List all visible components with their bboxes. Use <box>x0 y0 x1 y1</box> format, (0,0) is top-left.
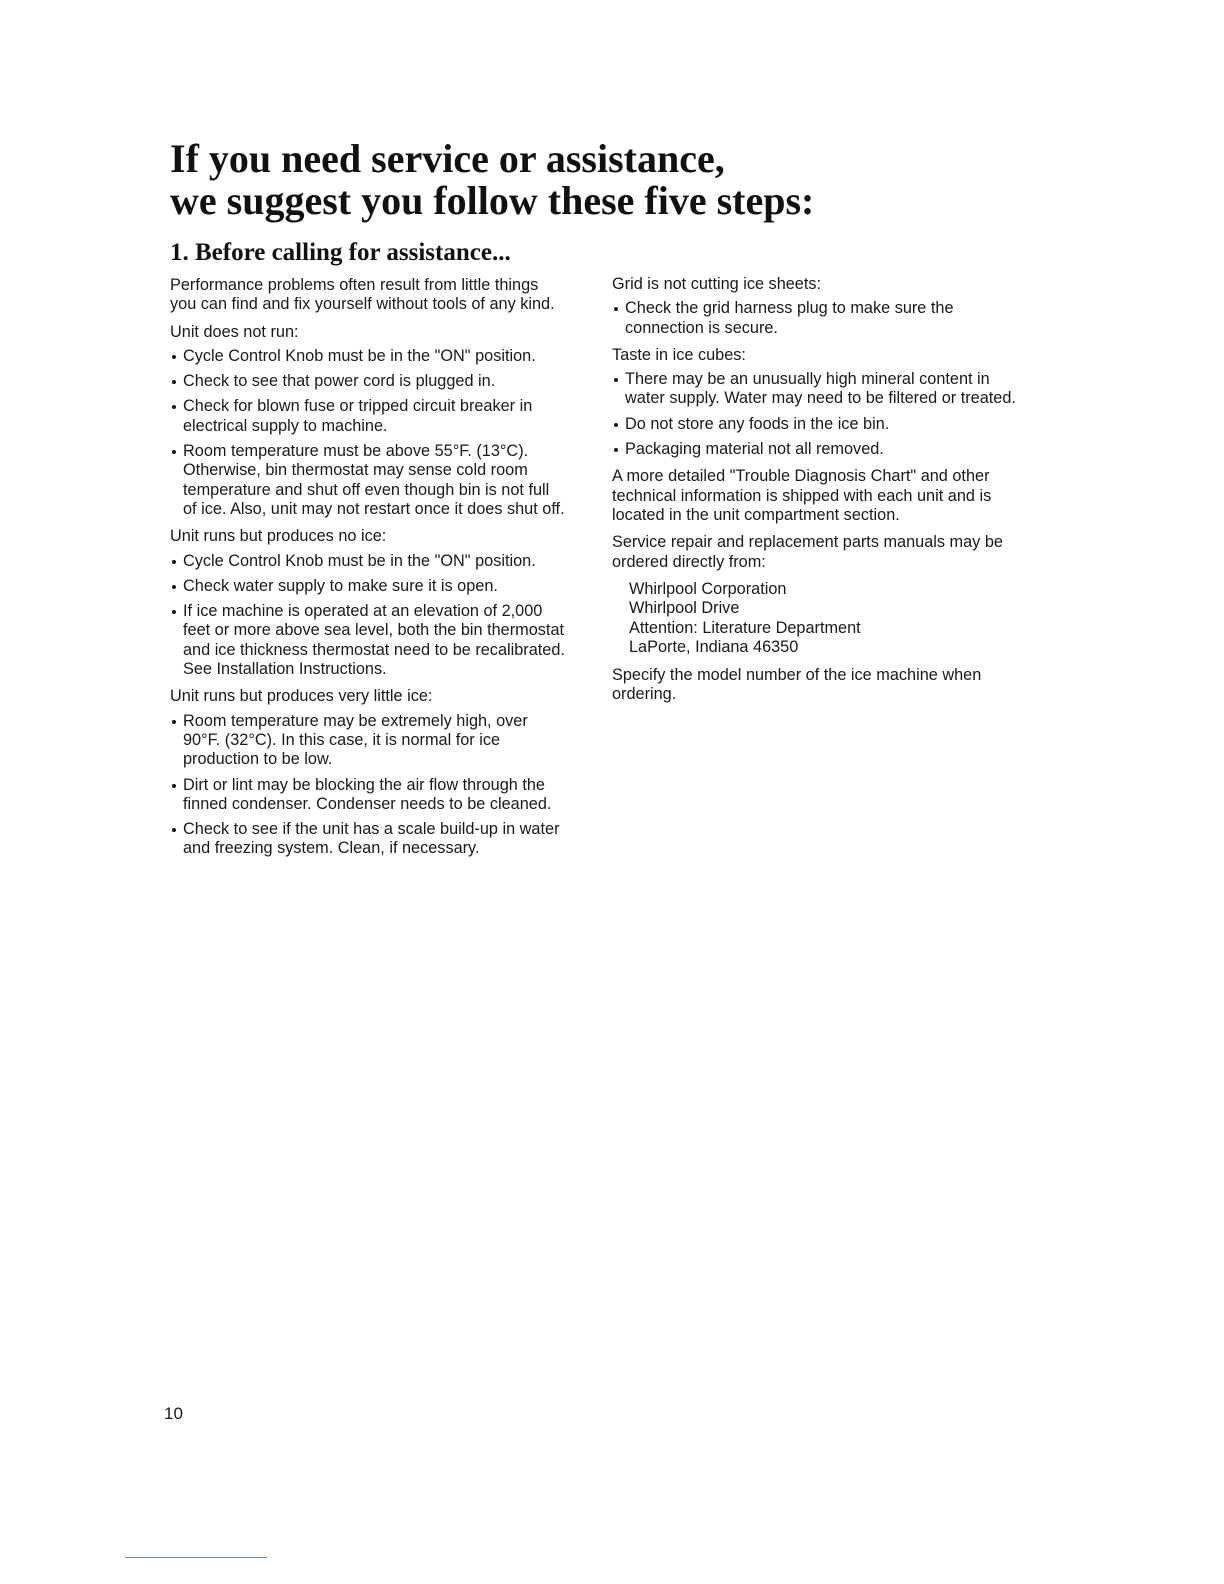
left-column <box>170 276 565 867</box>
checklist <box>170 552 565 680</box>
checklist-item: There may be an unusually high mineral content in water supply. Water may need to be filtered or treated. <box>612 370 1027 409</box>
address-line: Whirlpool Corporation <box>629 579 787 598</box>
section-heading: 1. Before calling for assistance... <box>170 239 511 266</box>
symptom-heading: Unit runs but produces very little ice: <box>170 687 433 706</box>
checklist-item: Check the grid harness plug to make sure the connection is secure. <box>612 299 1027 338</box>
symptom-heading: Grid is not cutting ice sheets: <box>612 275 822 293</box>
title-line-2: we suggest you follow these five steps: <box>170 178 815 223</box>
checklist-item: Check to see that power cord is plugged in. <box>170 372 565 391</box>
checklist-item: Do not store any foods in the ice bin. <box>612 415 1027 434</box>
address-line: LaPorte, Indiana 46350 <box>629 638 799 657</box>
diagnosis-chart-note: A more detailed "Trouble Diagnosis Chart" and other technical information is shipped with each unit and is located in the unit compartment section. <box>612 467 992 524</box>
checklist-item: Cycle Control Knob must be in the "ON" position. <box>170 347 565 366</box>
checklist-item: Room temperature may be extremely high, over 90°F. (32°C). In this case, it is normal for ice production to be low. <box>170 712 565 770</box>
checklist-item: Room temperature must be above 55°F. (13°C). Otherwise, bin thermostat may sense cold room temperature and shut off even though bin is not full of ice. Also, unit may not restart once it does shut off. <box>170 442 565 519</box>
checklist <box>612 370 1027 459</box>
checklist-item: Check for blown fuse or tripped circuit breaker in electrical supply to machine. <box>170 397 565 436</box>
checklist <box>170 712 565 859</box>
symptom-heading: Taste in ice cubes: <box>612 345 746 364</box>
checklist-item: Packaging material not all removed. <box>612 440 1027 459</box>
intro-paragraph: Performance problems often result from little things you can find and fix yourself without tools of any kind. <box>170 276 555 314</box>
checklist-item: Check water supply to make sure it is open. <box>170 577 565 596</box>
checklist-item: Check to see if the unit has a scale build-up in water and freezing system. Clean, if necessary. <box>170 820 565 859</box>
checklist <box>612 299 1027 338</box>
page-number: 10 <box>164 1404 183 1423</box>
address-line: Whirlpool Drive <box>629 599 740 618</box>
checklist-item: Dirt or lint may be blocking the air flow through the finned condenser. Condenser needs to be cleaned. <box>170 776 565 815</box>
right-column <box>612 275 1027 712</box>
manuals-note: Service repair and replacement parts manuals may be ordered directly from: <box>612 533 1003 571</box>
checklist-item: If ice machine is operated at an elevation of 2,000 feet or more above sea level, both the bin thermostat and ice thickness thermostat need to be recalibrated. See Installation Instructions. <box>170 602 565 679</box>
page-title <box>170 138 1070 222</box>
symptom-heading: Unit does not run: <box>170 322 299 341</box>
mailing-address <box>629 580 1027 658</box>
checklist-item: Cycle Control Knob must be in the "ON" position. <box>170 552 565 571</box>
checklist <box>170 347 565 519</box>
address-line: Attention: Literature Department <box>629 618 861 637</box>
footer-divider <box>125 1557 267 1558</box>
symptom-heading: Unit runs but produces no ice: <box>170 527 387 546</box>
title-line-1: If you need service or assistance, <box>170 136 725 181</box>
closing-note: Specify the model number of the ice machine when ordering. <box>612 665 982 704</box>
